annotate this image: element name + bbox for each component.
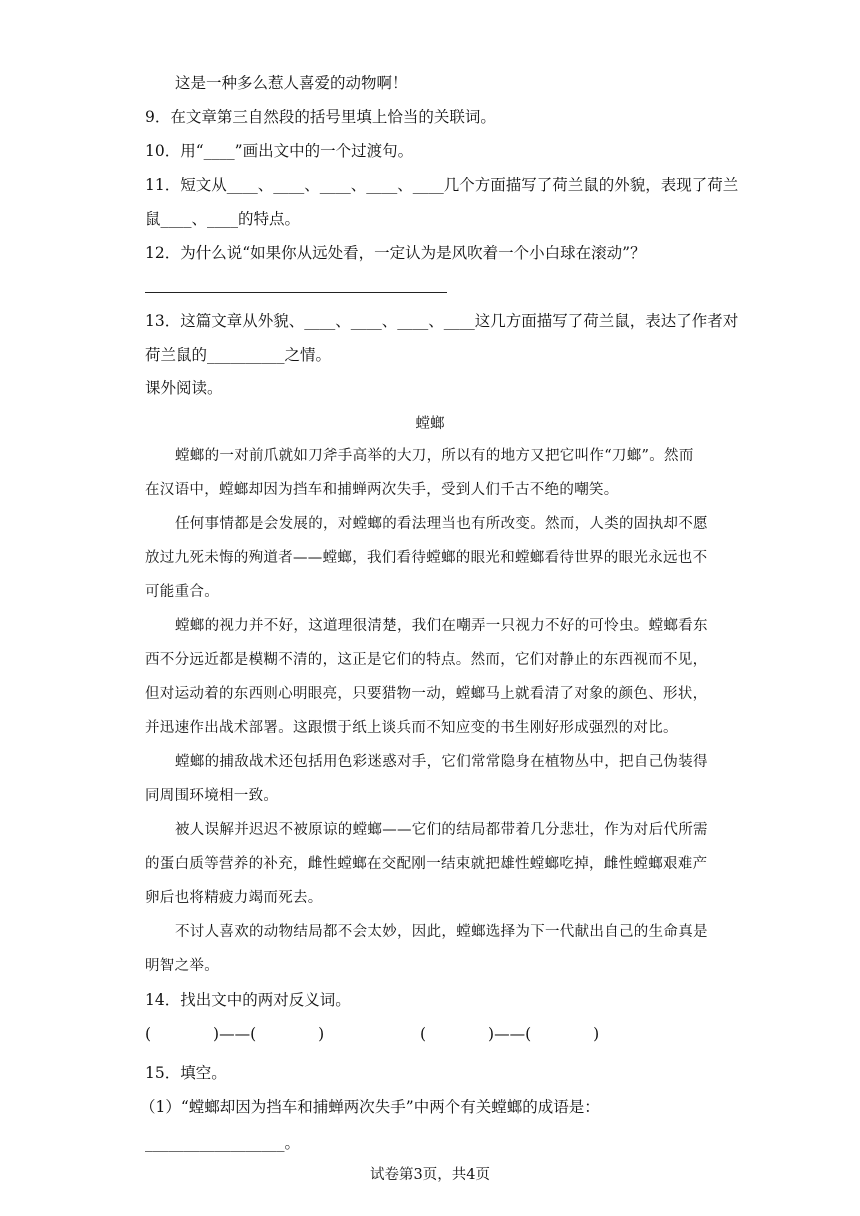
passage-line: 螳螂的捕敌战术还包括用色彩迷惑对手，它们常常隐身在植物丛中，把自己伪装得 (175, 754, 708, 770)
question-15: 15．填空。 (145, 1064, 227, 1082)
question-12: 12．为什么说“如果你从远处看，一定认为是风吹着一个小白球在滚动”？ (145, 244, 646, 262)
passage-line: 西不分远近都是模糊不清的，这正是它们的特点。然而，它们对静止的东西视而不见， (145, 652, 708, 668)
antonym-pair-1[interactable]: ( )——( ) (145, 1025, 325, 1043)
passage-title: 螳螂 (415, 416, 445, 432)
page-footer: 试卷第3页，共4页 (370, 1167, 490, 1183)
intro-sentence: 这是一种多么惹人喜爱的动物啊！ (175, 74, 408, 92)
question-11-line-2: 鼠____、____的特点。 (145, 210, 301, 228)
question-13-line-1: 13．这篇文章从外貌、____、____、____、____这几方面描写了荷兰鼠，表达了作者对 (145, 312, 739, 330)
passage-line: 螳螂的一对前爪就如刀斧手高举的大刀，所以有的地方又把它叫作“刀螂”。然而 (175, 448, 694, 464)
question-9: 9．在文章第三自然段的括号里填上恰当的关联词。 (145, 108, 496, 126)
answer-blank-15-1[interactable]: __________________。 (145, 1134, 301, 1152)
passage-line: 放过九死未悔的殉道者——螳螂，我们看待螳螂的眼光和螳螂看待世界的眼光永远也不 (145, 550, 708, 566)
passage-line: 在汉语中，螳螂却因为挡车和捕蝉两次失手，受到人们千古不绝的嘲笑。 (145, 482, 619, 498)
passage-line: 被人误解并迟迟不被原谅的螳螂——它们的结局都带着几分悲壮，作为对后代所需 (175, 822, 708, 838)
passage-line: 同周围环境相一致。 (145, 788, 279, 804)
passage-line: 明智之举。 (145, 958, 219, 974)
question-14: 14．找出文中的两对反义词。 (145, 991, 351, 1009)
passage-line: 并迅速作出战术部署。这跟惯于纸上谈兵而不知应变的书生刚好形成强烈的对比。 (145, 720, 678, 736)
answer-line-12[interactable] (145, 292, 447, 293)
passage-line: 但对运动着的东西则心明眼亮，只要猎物一动，螳螂马上就看清了对象的颜色、形状， (145, 686, 708, 702)
section-heading: 课外阅读。 (145, 379, 223, 397)
passage-line: 任何事情都是会发展的，对螳螂的看法理当也有所改变。然而，人类的固执却不愿 (175, 516, 708, 532)
passage-line: 不讨人喜欢的动物结局都不会太妙，因此，螳螂选择为下一代献出自己的生命真是 (175, 924, 708, 940)
antonym-pair-2[interactable]: ( )——( ) (420, 1025, 600, 1043)
question-10: 10．用“____”画出文中的一个过渡句。 (145, 142, 414, 160)
question-15-part-1: （1）“螳螂却因为挡车和捕蝉两次失手”中两个有关螳螂的成语是： (140, 1098, 600, 1116)
question-11-line-1: 11．短文从____、____、____、____、____几个方面描写了荷兰鼠的外貌，表现了荷兰 (145, 176, 739, 194)
passage-line: 的蛋白质等营养的补充，雌性螳螂在交配刚一结束就把雄性螳螂吃掉，雌性螳螂艰难产 (145, 856, 708, 872)
passage-line: 卵后也将精疲力竭而死去。 (145, 890, 323, 906)
passage-line: 螳螂的视力并不好，这道理很清楚，我们在嘲弄一只视力不好的可怜虫。螳螂看东 (175, 618, 708, 634)
question-13-line-2: 荷兰鼠的__________之情。 (145, 346, 332, 364)
passage-line: 可能重合。 (145, 584, 219, 600)
